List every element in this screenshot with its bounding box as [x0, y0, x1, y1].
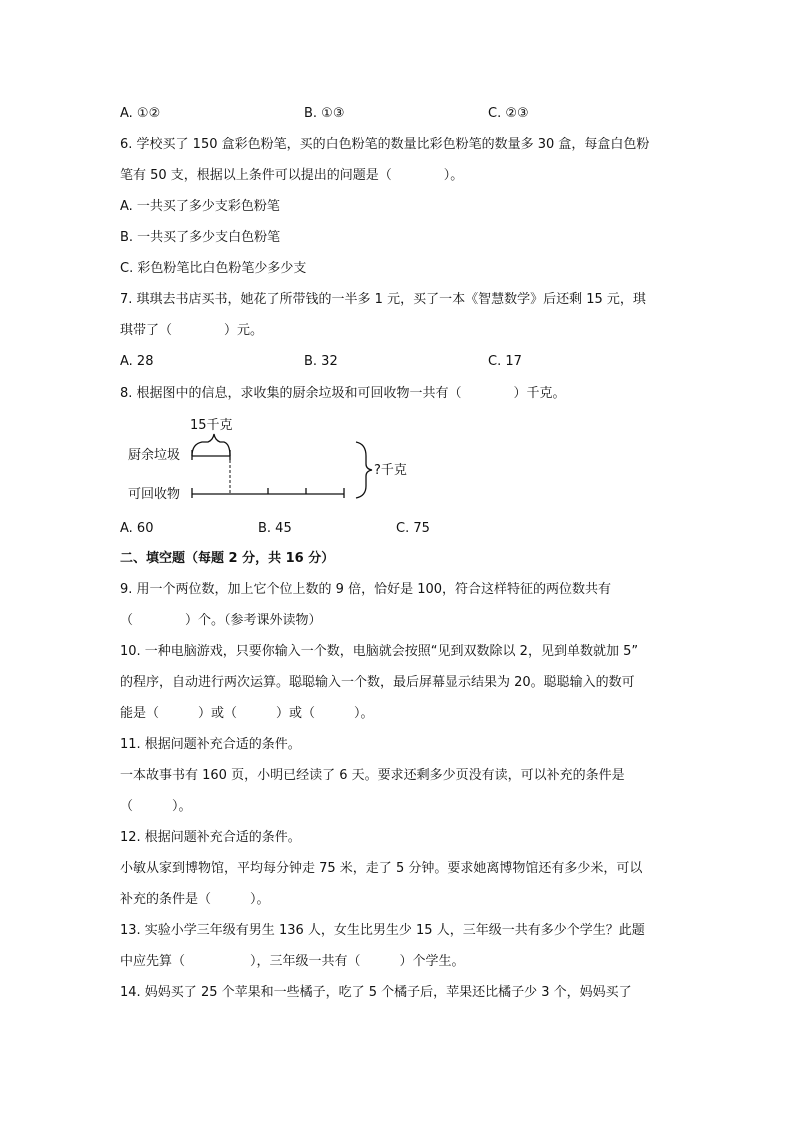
q12-text-line2: 小敏从家到博物馆，平均每分钟走 75 米，走了 5 分钟。要求她离博物馆还有多少米，可以: [120, 861, 643, 876]
q8-text-line1: 8. 根据图中的信息，求收集的厨余垃圾和可回收物一共有（ ）千克。: [120, 386, 566, 401]
q11-text-line1: 11. 根据问题补充合适的条件。: [120, 737, 301, 752]
q8-option-a[interactable]: A. 60: [120, 521, 154, 536]
section2-title: 二、填空题（每题 2 分，共 16 分）: [120, 551, 335, 566]
q5-option-a[interactable]: A. ①②: [120, 106, 161, 121]
q14-text-line1: 14. 妈妈买了 25 个苹果和一些橘子，吃了 5 个橘子后，苹果还比橘子少 3 个，妈妈买了: [120, 985, 632, 1000]
q13-text-line2: 中应先算（ ），三年级一共有（ ）个学生。: [120, 954, 465, 969]
q6-option-c[interactable]: C. 彩色粉笔比白色粉笔少多少支: [120, 261, 307, 276]
q6-text-line2: 笔有 50 支，根据以上条件可以提出的问题是（ ）。: [120, 168, 464, 183]
q10-text-line3: 能是（ ）或（ ）或（ ）。: [120, 706, 374, 721]
segment-diagram: [120, 412, 440, 512]
diagram-total-label: ?千克: [374, 463, 407, 478]
q7-option-b[interactable]: B. 32: [304, 354, 338, 369]
q8-option-c[interactable]: C. 75: [396, 521, 430, 536]
q7-text-line2: 琪带了（ ）元。: [120, 323, 264, 338]
q11-text-line2: 一本故事书有 160 页，小明已经读了 6 天。要求还剩多少页没有读，可以补充的条件是: [120, 768, 625, 783]
q6-option-a[interactable]: A. 一共买了多少支彩色粉笔: [120, 199, 280, 214]
q12-text-line3: 补充的条件是（ ）。: [120, 892, 270, 907]
diagram-top-label: 15千克: [190, 418, 233, 433]
q5-option-c[interactable]: C. ②③: [488, 106, 529, 121]
q10-text-line2: 的程序，自动进行两次运算。聪聪输入一个数，最后屏幕显示结果为 20。聪聪输入的数可: [120, 675, 635, 690]
q9-text-line2: （ ）个。（参考课外读物）: [120, 613, 322, 628]
q7-option-a[interactable]: A. 28: [120, 354, 154, 369]
q10-text-line1: 10. 一种电脑游戏，只要你输入一个数，电脑就会按照“见到双数除以 2，见到单数就加 5”: [120, 644, 639, 659]
q6-option-b[interactable]: B. 一共买了多少支白色粉笔: [120, 230, 281, 245]
q8-option-b[interactable]: B. 45: [258, 521, 292, 536]
diagram-row1-label: 厨余垃圾: [128, 448, 181, 463]
right-brace: [356, 442, 372, 498]
diagram-row2-label: 可回收物: [128, 487, 181, 502]
q6-text-line1: 6. 学校买了 150 盒彩色粉笔，买的白色粉笔的数量比彩色粉笔的数量多 30 盒，每盒白色粉: [120, 137, 650, 152]
q9-text-line1: 9. 用一个两位数，加上它个位上数的 9 倍，恰好是 100，符合这样特征的两位数共有: [120, 582, 612, 597]
q5-option-b[interactable]: B. ①③: [304, 106, 345, 121]
top-brace: [192, 434, 230, 456]
q7-option-c[interactable]: C. 17: [488, 354, 522, 369]
q13-text-line1: 13. 实验小学三年级有男生 136 人，女生比男生少 15 人，三年级一共有多少个学生？此题: [120, 923, 645, 938]
q11-text-line3: （ ）。: [120, 799, 192, 814]
q7-text-line1: 7. 琪琪去书店买书，她花了所带钱的一半多 1 元，买了一本《智慧数学》后还剩 15 元，琪: [120, 292, 646, 307]
q12-text-line1: 12. 根据问题补充合适的条件。: [120, 830, 301, 845]
